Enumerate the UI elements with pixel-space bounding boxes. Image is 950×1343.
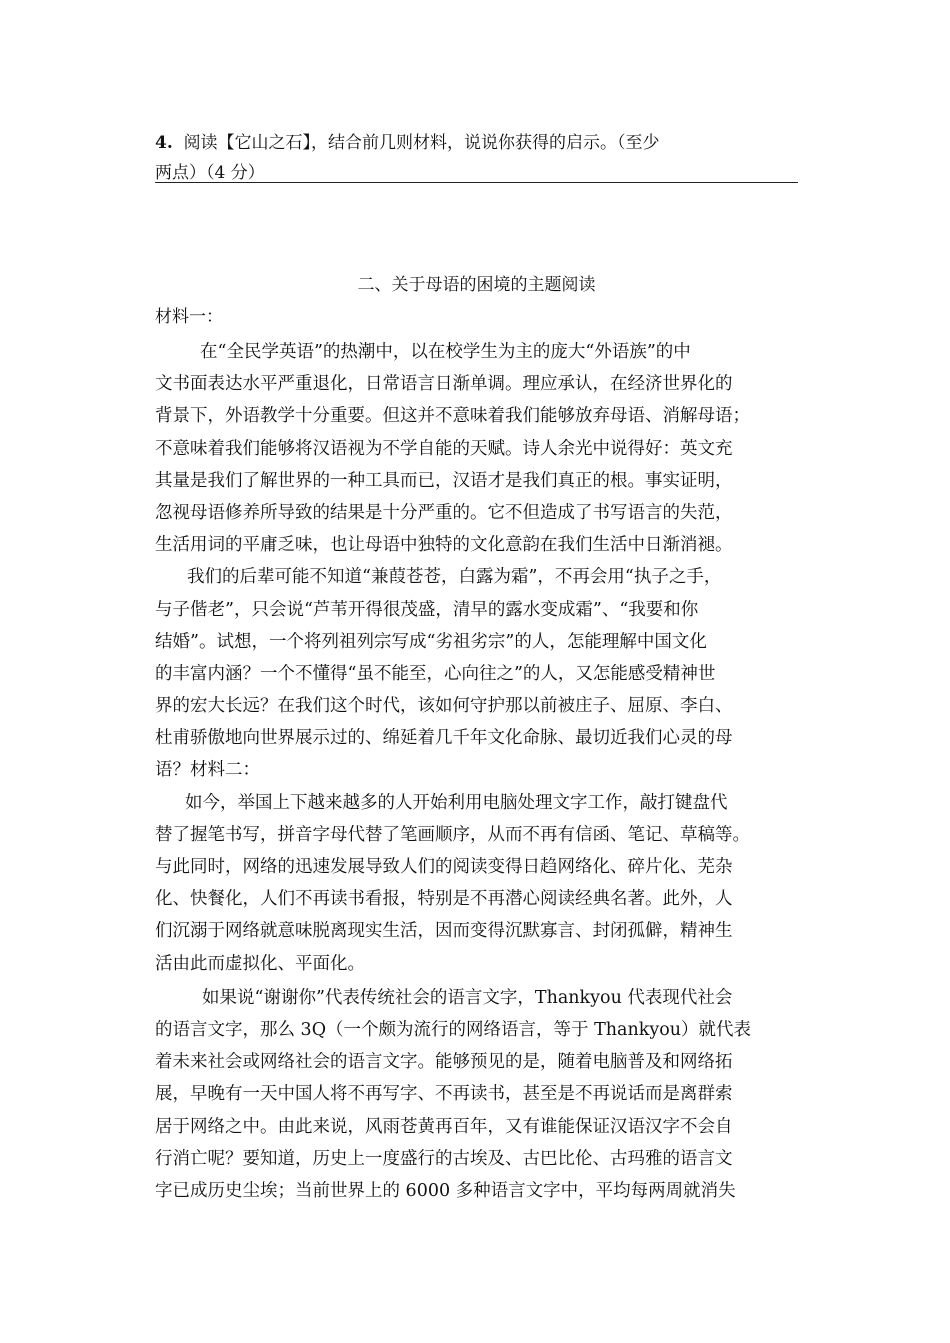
passage-line: 与此同时，网络的迅速发展导致人们的阅读变得日趋网络化、碎片化、芜杂 [155, 857, 733, 877]
question-4 [155, 128, 800, 188]
passage-line: 界的宏大长远？在我们这个时代，该如何守护那以前被庄子、屈原、李白、 [155, 696, 733, 717]
passage-line: 们沉溺于网络就意味脱离现实生活，因而变得沉默寡言、封闭孤僻，精神生 [155, 921, 733, 942]
passage-line: 忽视母语修养所导致的结果是十分严重的。它不但造成了书写语言的失范， [155, 502, 733, 523]
passage-line: 的丰富内涵？一个不懂得“虽不能至，心向往之”的人，又怎能感受精神世 [155, 663, 716, 684]
passage-line: 如今，举国上下越来越多的人开始利用电脑处理文字工作，敲打键盘代 [185, 792, 728, 813]
passage-line: 展，早晚有一天中国人将不再写字、不再读书，甚至是不再说话而是离群索 [155, 1084, 733, 1105]
passage-line: 的语言文字，那么 3Q（一个颇为流行的网络语言，等于 Thankyou）就代表 [155, 1019, 752, 1040]
passage-line: 生活用词的平庸乏味，也让母语中独特的文化意韵在我们生活中日渐消褪。 [155, 535, 733, 556]
passage-line: 其量是我们了解世界的一种工具而已，汉语才是我们真正的根。事实证明， [155, 470, 733, 491]
section-title: 二、关于母语的困境的主题阅读 [357, 275, 596, 295]
passage-line: 居于网络之中。由此来说，风雨苍黄再百年，又有谁能保证汉语汉字不会自 [155, 1116, 733, 1137]
answer-line [155, 182, 798, 183]
passage-line: 如果说“谢谢你”代表传统社会的语言文字，Thankyou 代表现代社会 [202, 987, 733, 1008]
passage-line: 背景下，外语教学十分重要。但这并不意味着我们能够放弃母语、消解母语； [155, 406, 750, 427]
passage-body [155, 336, 815, 1207]
passage-line: 活由此而虚拟化、平面化。 [155, 953, 365, 974]
passage-line: 替了握笔书写，拼音字母代替了笔画顺序，从而不再有信函、笔记、草稿等。 [155, 824, 750, 845]
passage-line: 文书面表达水平严重退化，日常语言日渐单调。理应承认，在经济世界化的 [155, 374, 733, 395]
passage-line: 着未来社会或网络社会的语言文字。能够预见的是，随着电脑普及和网络拓 [155, 1052, 733, 1073]
question-number: 4. [155, 133, 173, 153]
question-4-line-1 [155, 128, 800, 158]
passage-line: 行消亡呢？要知道，历史上一度盛行的古埃及、古巴比伦、古玛雅的语言文 [155, 1148, 733, 1169]
passage-line: 我们的后辈可能不知道“兼葭苍苍，白露为霜”，不再会用“执子之手， [187, 567, 722, 588]
passage-line: 杜甫骄傲地向世界展示过的、绵延着几千年文化命脉、最切近我们心灵的母 [155, 728, 733, 749]
passage-line: 不意味着我们能够将汉语视为不学自能的天赋。诗人余光中说得好：英文充 [155, 438, 733, 459]
passage-line: 结婚”。试想，一个将列祖列宗写成“劣祖劣宗”的人，怎能理解中国文化 [155, 631, 707, 652]
passage-line: 化、快餐化，人们不再读书看报，特别是不再潜心阅读经典名著。此外，人 [155, 889, 733, 910]
passage-line: 在“全民学英语”的热潮中，以在校学生为主的庞大“外语族”的中 [200, 342, 691, 362]
passage-line: 字已成历史尘埃；当前世界上的 6000 多种语言文字中，平均每两周就消失 [155, 1180, 736, 1201]
passage-line: 语？材料二： [155, 760, 260, 781]
question-4-text: 阅读【它山之石】，结合前几则材料，说说你获得的启示。（至少 [183, 133, 660, 153]
passage-line: 与子偕老”，只会说“芦苇开得很茂盛，清早的露水变成霜”、“我要和你 [155, 599, 699, 620]
question-4-line-2: 两点）（4 分） [155, 163, 265, 183]
material-1-label: 材料一： [155, 307, 223, 327]
